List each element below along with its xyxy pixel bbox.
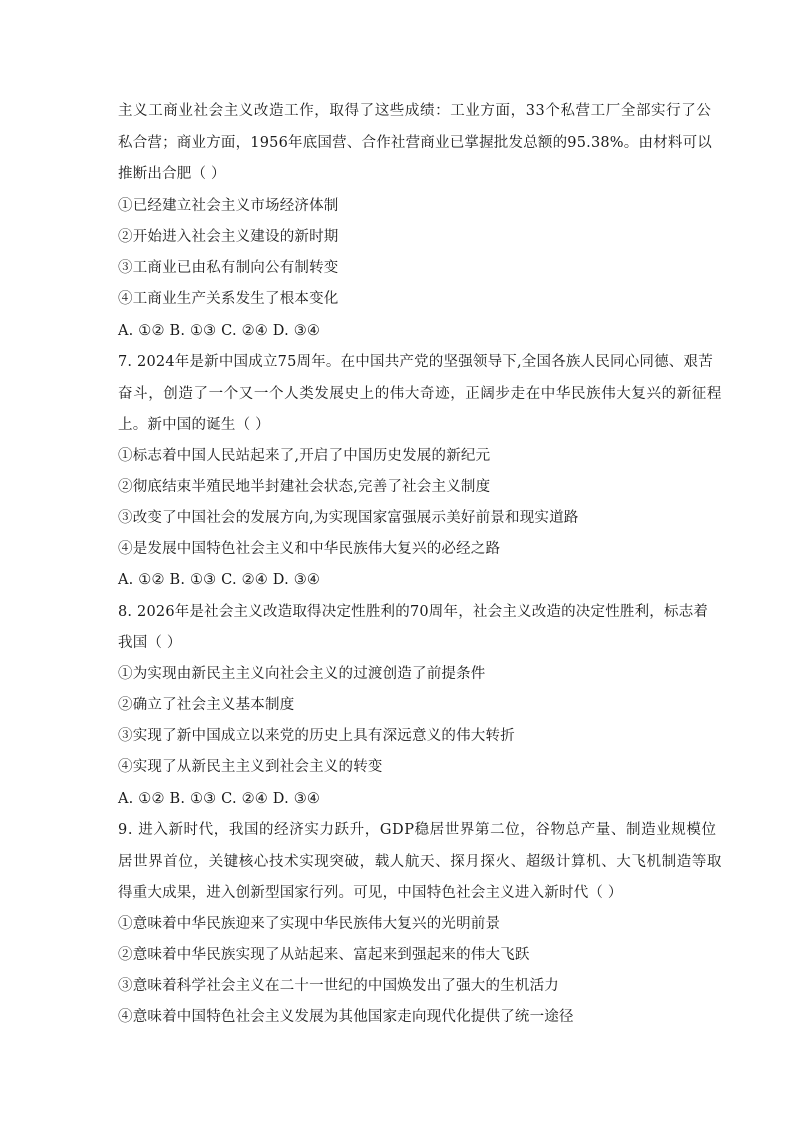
q6-stem-line-3: 推断出合肥（ ） [118,166,226,182]
q9-option-3: ③意味着科学社会主义在二十一世纪的中国焕发出了强大的生机活力 [118,978,559,994]
q7-option-1: ①标志着中国人民站起来了,开启了中国历史发展的新纪元 [118,448,491,464]
q8-option-2: ②确立了社会主义基本制度 [118,697,295,713]
q7-stem-line-1: 7. 2024年是新中国成立75周年。在中国共产党的坚强领导下,全国各族人民同心同德、艰苦 [118,354,713,370]
q8-option-4: ④实现了从新民主主义到社会主义的转变 [118,759,383,775]
q7-stem-line-2: 奋斗，创造了一个又一个人类发展史上的伟大奇迹，正阔步走在中华民族伟大复兴的新征程 [118,386,722,402]
q9-option-2: ②意味着中华民族实现了从站起来、富起来到强起来的伟大飞跃 [118,947,530,963]
q8-stem-line-2: 我国（ ） [118,635,182,651]
q6-stem-line-2: 私合营；商业方面，1956年底国营、合作社营商业已掌握批发总额的95.38%。由材料可以 [118,135,712,151]
q7-option-3: ③改变了中国社会的发展方向,为实现国家富强展示美好前景和现实道路 [118,510,579,526]
q6-option-3: ③工商业已由私有制向公有制转变 [118,260,339,276]
q7-stem-line-3: 上。新中国的诞生（ ） [118,417,270,433]
q9-stem-line-1: 9. 进入新时代，我国的经济实力跃升，GDP稳居世界第二位，谷物总产量、制造业规模位 [118,822,717,838]
q6-answer-choices: A. ①② B. ①③ C. ②④ D. ③④ [118,323,321,339]
q8-stem-line-1: 8. 2026年是社会主义改造取得决定性胜利的70周年，社会主义改造的决定性胜利，标志着 [118,604,709,620]
q6-stem-line-1: 主义工商业社会主义改造工作，取得了这些成绩：工业方面，33个私营工厂全部实行了公 [118,103,712,119]
q9-stem-line-2: 居世界首位，关键核心技术实现突破，载人航天、探月探火、超级计算机、大飞机制造等取 [118,854,722,870]
q6-option-4: ④工商业生产关系发生了根本变化 [118,291,339,307]
q9-stem-line-3: 得重大成果，进入创新型国家行列。可见，中国特色社会主义进入新时代（ ） [118,885,623,901]
q9-option-1: ①意味着中华民族迎来了实现中华民族伟大复兴的光明前景 [118,916,501,932]
q8-option-3: ③实现了新中国成立以来党的历史上具有深远意义的伟大转折 [118,728,515,744]
q7-option-4: ④是发展中国特色社会主义和中华民族伟大复兴的必经之路 [118,541,501,557]
q8-option-1: ①为实现由新民主主义向社会主义的过渡创造了前提条件 [118,666,486,682]
q6-option-2: ②开始进入社会主义建设的新时期 [118,229,339,245]
q7-option-2: ②彻底结束半殖民地半封建社会状态,完善了社会主义制度 [118,479,491,495]
q8-answer-choices: A. ①② B. ①③ C. ②④ D. ③④ [118,791,321,807]
q9-option-4: ④意味着中国特色社会主义发展为其他国家走向现代化提供了统一途径 [118,1009,574,1025]
q6-option-1: ①已经建立社会主义市场经济体制 [118,198,339,214]
q7-answer-choices: A. ①② B. ①③ C. ②④ D. ③④ [118,572,321,588]
